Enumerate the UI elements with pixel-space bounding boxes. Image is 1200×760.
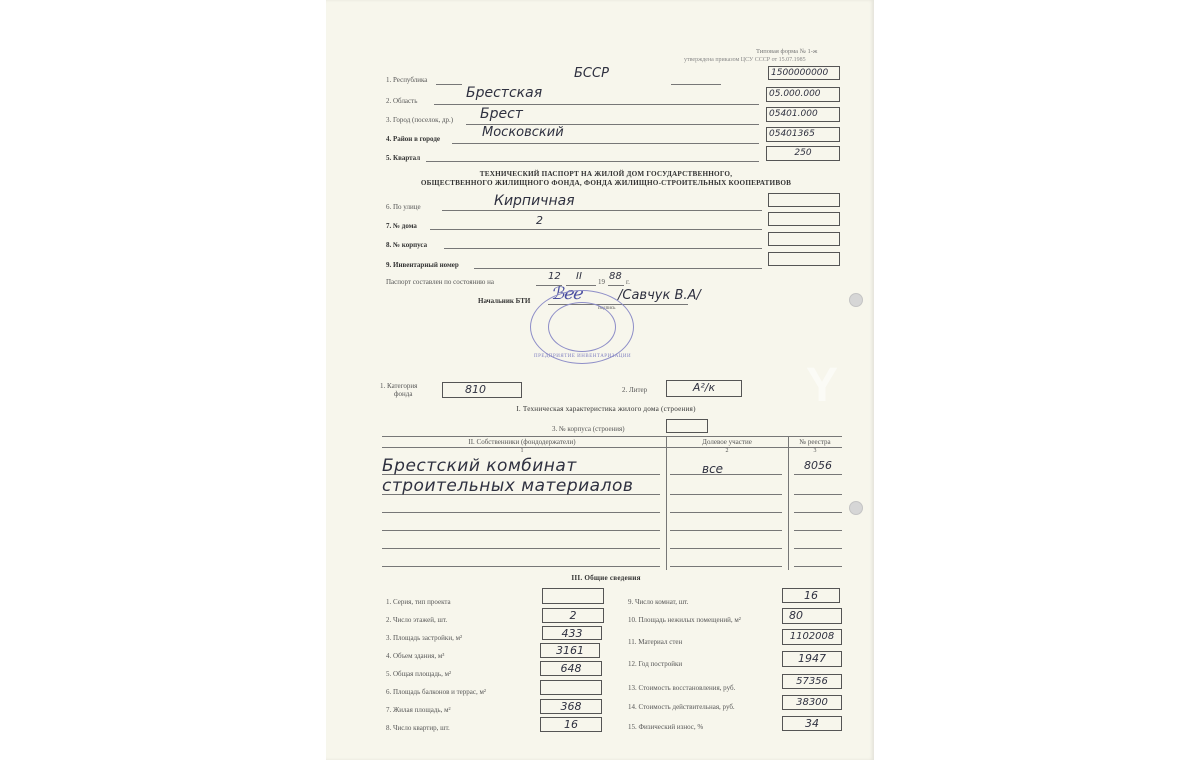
owners-colnum-3: 3: [813, 448, 817, 454]
signature-scribble: ℬℯℯ: [550, 284, 585, 304]
binder-hole-top: [849, 293, 863, 307]
passport-date-month: II: [576, 271, 582, 282]
general-right-value: 1947: [782, 651, 842, 667]
field-num: 2.: [386, 97, 392, 105]
field-num: 4.: [386, 135, 392, 143]
inventory-code-box: [768, 252, 840, 266]
field-num: 9.: [386, 261, 392, 269]
field-num: 1.: [386, 76, 392, 84]
owners-colnum-1: 1: [520, 448, 524, 454]
general-left-label: 3. Площадь застройки, м²: [386, 634, 463, 642]
field-num: 7.: [386, 222, 392, 230]
house-value: 2: [536, 214, 543, 227]
category-label-2: фонда: [394, 390, 413, 398]
general-left-label: 5. Общая площадь, м²: [386, 670, 452, 678]
category-value: 810: [442, 382, 522, 398]
category-label-1: Категория: [387, 382, 418, 390]
general-left-value: 2: [542, 608, 604, 623]
field-label: Город (поселок, др.): [393, 116, 454, 124]
passport-date-label: Паспорт составлен по состоянию на: [386, 278, 494, 286]
passport-date-year: 88: [609, 271, 622, 282]
quarter-code: 250: [766, 146, 840, 161]
watermark: Y: [806, 359, 843, 412]
general-right-label: 13. Стоимость восстановления, руб.: [628, 684, 736, 692]
general-right-value: 38300: [782, 695, 842, 710]
field-label: Инвентарный номер: [393, 261, 459, 269]
field-label: Республика: [393, 76, 428, 84]
general-left-value: [542, 588, 604, 604]
korpus-code-box: [768, 232, 840, 246]
republic-code: 1500000000: [768, 66, 840, 80]
signature-sub: подпись: [598, 306, 616, 311]
general-right-label: 9. Число комнат, шт.: [628, 598, 689, 606]
general-right-value: 16: [782, 588, 840, 603]
general-right-label: 10. Площадь нежилых помещений, м²: [628, 616, 741, 624]
korpus-line-label: 3. № корпуса (строения): [552, 425, 625, 433]
general-right-label: 11. Материал стен: [628, 638, 683, 646]
field-num: 8.: [386, 241, 392, 249]
section-3-title: III. Общие сведения: [571, 574, 641, 582]
field-num: 3.: [386, 116, 392, 124]
korpus-line-box: [666, 419, 708, 433]
district-value: Московский: [482, 125, 564, 140]
field-label: Район в городе: [393, 135, 440, 143]
liter-num: 2.: [622, 386, 628, 394]
liter-label: Литер: [629, 386, 648, 394]
form-type-line-1: Типовая форма № 1-ж: [756, 48, 818, 55]
owner-row-2-name: строительных материалов: [382, 476, 634, 496]
owners-header-share: Долевое участие: [702, 438, 752, 446]
republic-value: БССР: [574, 66, 609, 81]
signature-name: /Савчук В.А/: [618, 288, 701, 303]
general-right-value: 34: [782, 716, 842, 731]
stamp-text: ПРЕДПРИЯТИЕ ИНВЕНТАРИЗАЦИИ: [534, 354, 632, 359]
general-right-label: 14. Стоимость действительная, руб.: [628, 703, 735, 711]
binder-hole-bottom: [849, 501, 863, 515]
owner-row-1-name: Брестский комбинат: [382, 456, 577, 476]
general-right-value: 80: [782, 608, 842, 624]
general-left-label: 4. Объем здания, м³: [386, 652, 445, 660]
owner-row-1-reg: 8056: [804, 459, 832, 472]
passport-date-year-prefix: 19: [598, 278, 605, 286]
general-right-label: 15. Физический износ, %: [628, 723, 704, 731]
house-code-box: [768, 212, 840, 226]
field-num: 6.: [386, 203, 392, 211]
signature-label: Начальник БТИ: [478, 297, 531, 305]
general-left-value: 3161: [540, 643, 600, 658]
category-num: 1.: [380, 382, 386, 390]
general-left-label: 8. Число квартир, шт.: [386, 724, 450, 732]
general-left-label: 2. Число этажей, шт.: [386, 616, 448, 624]
general-right-value: 57356: [782, 674, 842, 689]
district-code: 05401365: [766, 127, 840, 142]
passport-date-day: 12: [548, 271, 561, 282]
street-value: Кирпичная: [494, 193, 575, 209]
city-code: 05401.000: [766, 107, 840, 122]
general-left-value: 368: [540, 699, 602, 714]
general-left-value: 16: [540, 717, 602, 732]
general-left-label: 6. Площадь балконов и террас, м²: [386, 688, 487, 696]
owner-row-1-share: все: [702, 462, 724, 476]
general-right-value: 1102008: [782, 629, 842, 645]
owners-colnum-2: 2: [725, 448, 729, 454]
owners-header-reg: № реестра: [799, 438, 831, 446]
passport-page: [326, 0, 874, 760]
doc-title-line-1: ТЕХНИЧЕСКИЙ ПАСПОРТ НА ЖИЛОЙ ДОМ ГОСУДАРСТВЕННОГО,: [479, 170, 733, 178]
street-code-box: [768, 193, 840, 207]
field-label: № корпуса: [393, 241, 428, 249]
doc-title-line-2: ОБЩЕСТВЕННОГО ЖИЛИЩНОГО ФОНДА, ФОНДА ЖИЛИЩНО-СТРОИТЕЛЬНЫХ КООПЕРАТИВОВ: [420, 179, 792, 187]
region-code: 05.000.000: [766, 87, 840, 102]
general-left-value: [540, 680, 602, 695]
region-value: Брестская: [466, 85, 543, 101]
general-left-value: 433: [542, 626, 602, 640]
field-label: По улице: [393, 203, 421, 211]
field-label: Квартал: [393, 154, 421, 162]
field-label: Область: [393, 97, 418, 105]
general-left-label: 7. Жилая площадь, м²: [386, 706, 451, 714]
field-num: 5.: [386, 154, 392, 162]
passport-date-suffix: г.: [626, 278, 630, 286]
field-label: № дома: [393, 222, 417, 230]
section-1-title: I. Техническая характеристика жилого дома (строения): [516, 405, 696, 413]
owners-header-name: II. Собственники (фондодержатели): [468, 438, 576, 446]
city-value: Брест: [480, 106, 523, 122]
form-type-line-2: утверждена приказом ЦСУ СССР от 15.07.1985: [684, 57, 806, 63]
liter-value: А²/к: [666, 380, 742, 397]
general-right-label: 12. Год постройки: [628, 660, 683, 668]
general-left-value: 648: [540, 661, 602, 676]
general-left-label: 1. Серия, тип проекта: [386, 598, 451, 606]
